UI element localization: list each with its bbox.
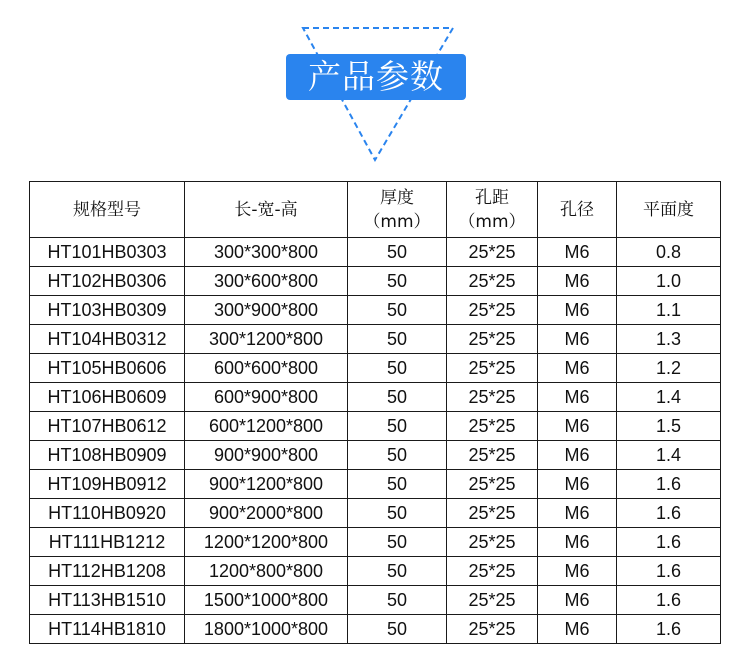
cell-flatness: 1.3	[617, 325, 721, 354]
section-title: 产品参数	[286, 54, 466, 100]
cell-thickness: 50	[348, 499, 447, 528]
column-header-unit: （mm）	[458, 211, 526, 232]
table-row	[30, 354, 721, 383]
cell-flatness: 1.6	[617, 470, 721, 499]
cell-thickness: 50	[348, 383, 447, 412]
cell-thickness: 50	[348, 296, 447, 325]
cell-dimensions: 600*1200*800	[185, 412, 348, 441]
cell-hole-diameter: M6	[538, 441, 617, 470]
table-header-row	[30, 182, 721, 238]
table-row	[30, 615, 721, 644]
cell-model: HT108HB0909	[30, 441, 185, 470]
cell-hole-diameter: M6	[538, 412, 617, 441]
table-row	[30, 383, 721, 412]
cell-dimensions: 600*900*800	[185, 383, 348, 412]
table-row	[30, 586, 721, 615]
column-header-label: 厚度	[380, 187, 414, 208]
cell-dimensions: 1800*1000*800	[185, 615, 348, 644]
cell-thickness: 50	[348, 354, 447, 383]
cell-dimensions: 1200*800*800	[185, 557, 348, 586]
column-header-dimensions	[185, 182, 348, 238]
cell-hole-diameter: M6	[538, 325, 617, 354]
cell-dimensions: 900*900*800	[185, 441, 348, 470]
table-row	[30, 325, 721, 354]
table-row	[30, 267, 721, 296]
cell-flatness: 1.2	[617, 354, 721, 383]
cell-flatness: 1.6	[617, 499, 721, 528]
table-body	[30, 238, 721, 644]
cell-model: HT106HB0609	[30, 383, 185, 412]
cell-flatness: 1.0	[617, 267, 721, 296]
cell-flatness: 1.1	[617, 296, 721, 325]
column-header-unit: （mm）	[363, 211, 431, 232]
cell-model: HT101HB0303	[30, 238, 185, 267]
cell-model: HT112HB1208	[30, 557, 185, 586]
cell-flatness: 1.6	[617, 528, 721, 557]
cell-hole-diameter: M6	[538, 354, 617, 383]
table-row	[30, 528, 721, 557]
cell-hole-diameter: M6	[538, 267, 617, 296]
cell-hole-spacing: 25*25	[447, 267, 538, 296]
column-header-flatness	[617, 182, 721, 238]
table-row	[30, 499, 721, 528]
cell-model: HT114HB1810	[30, 615, 185, 644]
cell-dimensions: 300*900*800	[185, 296, 348, 325]
cell-hole-spacing: 25*25	[447, 354, 538, 383]
cell-dimensions: 300*1200*800	[185, 325, 348, 354]
cell-dimensions: 900*2000*800	[185, 499, 348, 528]
column-header-label: 规格型号	[73, 199, 141, 220]
cell-model: HT113HB1510	[30, 586, 185, 615]
cell-hole-diameter: M6	[538, 296, 617, 325]
cell-model: HT110HB0920	[30, 499, 185, 528]
cell-hole-diameter: M6	[538, 615, 617, 644]
cell-hole-diameter: M6	[538, 528, 617, 557]
cell-model: HT111HB1212	[30, 528, 185, 557]
table-row	[30, 470, 721, 499]
cell-model: HT107HB0612	[30, 412, 185, 441]
cell-thickness: 50	[348, 615, 447, 644]
cell-hole-diameter: M6	[538, 238, 617, 267]
cell-hole-spacing: 25*25	[447, 528, 538, 557]
cell-hole-diameter: M6	[538, 499, 617, 528]
cell-thickness: 50	[348, 267, 447, 296]
cell-flatness: 1.5	[617, 412, 721, 441]
column-header-label: 孔径	[560, 199, 594, 220]
cell-hole-diameter: M6	[538, 557, 617, 586]
cell-thickness: 50	[348, 325, 447, 354]
cell-dimensions: 600*600*800	[185, 354, 348, 383]
cell-thickness: 50	[348, 441, 447, 470]
cell-hole-spacing: 25*25	[447, 615, 538, 644]
product-specs-table	[29, 181, 721, 644]
cell-flatness: 1.6	[617, 615, 721, 644]
cell-hole-spacing: 25*25	[447, 499, 538, 528]
cell-thickness: 50	[348, 412, 447, 441]
cell-hole-spacing: 25*25	[447, 586, 538, 615]
cell-hole-diameter: M6	[538, 383, 617, 412]
cell-hole-spacing: 25*25	[447, 412, 538, 441]
cell-flatness: 1.4	[617, 383, 721, 412]
column-header-label: 孔距	[475, 187, 509, 208]
cell-hole-spacing: 25*25	[447, 383, 538, 412]
cell-hole-spacing: 25*25	[447, 557, 538, 586]
cell-thickness: 50	[348, 557, 447, 586]
cell-thickness: 50	[348, 238, 447, 267]
table-row	[30, 557, 721, 586]
cell-model: HT103HB0309	[30, 296, 185, 325]
column-header-thickness	[348, 182, 447, 238]
cell-thickness: 50	[348, 586, 447, 615]
cell-dimensions: 1200*1200*800	[185, 528, 348, 557]
table-row	[30, 412, 721, 441]
cell-thickness: 50	[348, 528, 447, 557]
cell-hole-spacing: 25*25	[447, 296, 538, 325]
cell-model: HT105HB0606	[30, 354, 185, 383]
column-header-model	[30, 182, 185, 238]
cell-hole-spacing: 25*25	[447, 470, 538, 499]
table-row	[30, 238, 721, 267]
cell-dimensions: 300*600*800	[185, 267, 348, 296]
cell-flatness: 0.8	[617, 238, 721, 267]
cell-hole-spacing: 25*25	[447, 325, 538, 354]
cell-model: HT109HB0912	[30, 470, 185, 499]
cell-thickness: 50	[348, 470, 447, 499]
table-row	[30, 296, 721, 325]
column-header-hole-diameter	[538, 182, 617, 238]
column-header-label: 长-宽-高	[234, 199, 298, 220]
cell-flatness: 1.6	[617, 586, 721, 615]
cell-hole-spacing: 25*25	[447, 441, 538, 470]
cell-dimensions: 300*300*800	[185, 238, 348, 267]
cell-flatness: 1.6	[617, 557, 721, 586]
cell-model: HT102HB0306	[30, 267, 185, 296]
table-row	[30, 441, 721, 470]
cell-dimensions: 1500*1000*800	[185, 586, 348, 615]
column-header-hole-spacing	[447, 182, 538, 238]
column-header-label: 平面度	[643, 199, 694, 220]
section-banner	[0, 0, 750, 175]
cell-hole-diameter: M6	[538, 586, 617, 615]
cell-hole-diameter: M6	[538, 470, 617, 499]
cell-model: HT104HB0312	[30, 325, 185, 354]
cell-hole-spacing: 25*25	[447, 238, 538, 267]
cell-flatness: 1.4	[617, 441, 721, 470]
cell-dimensions: 900*1200*800	[185, 470, 348, 499]
